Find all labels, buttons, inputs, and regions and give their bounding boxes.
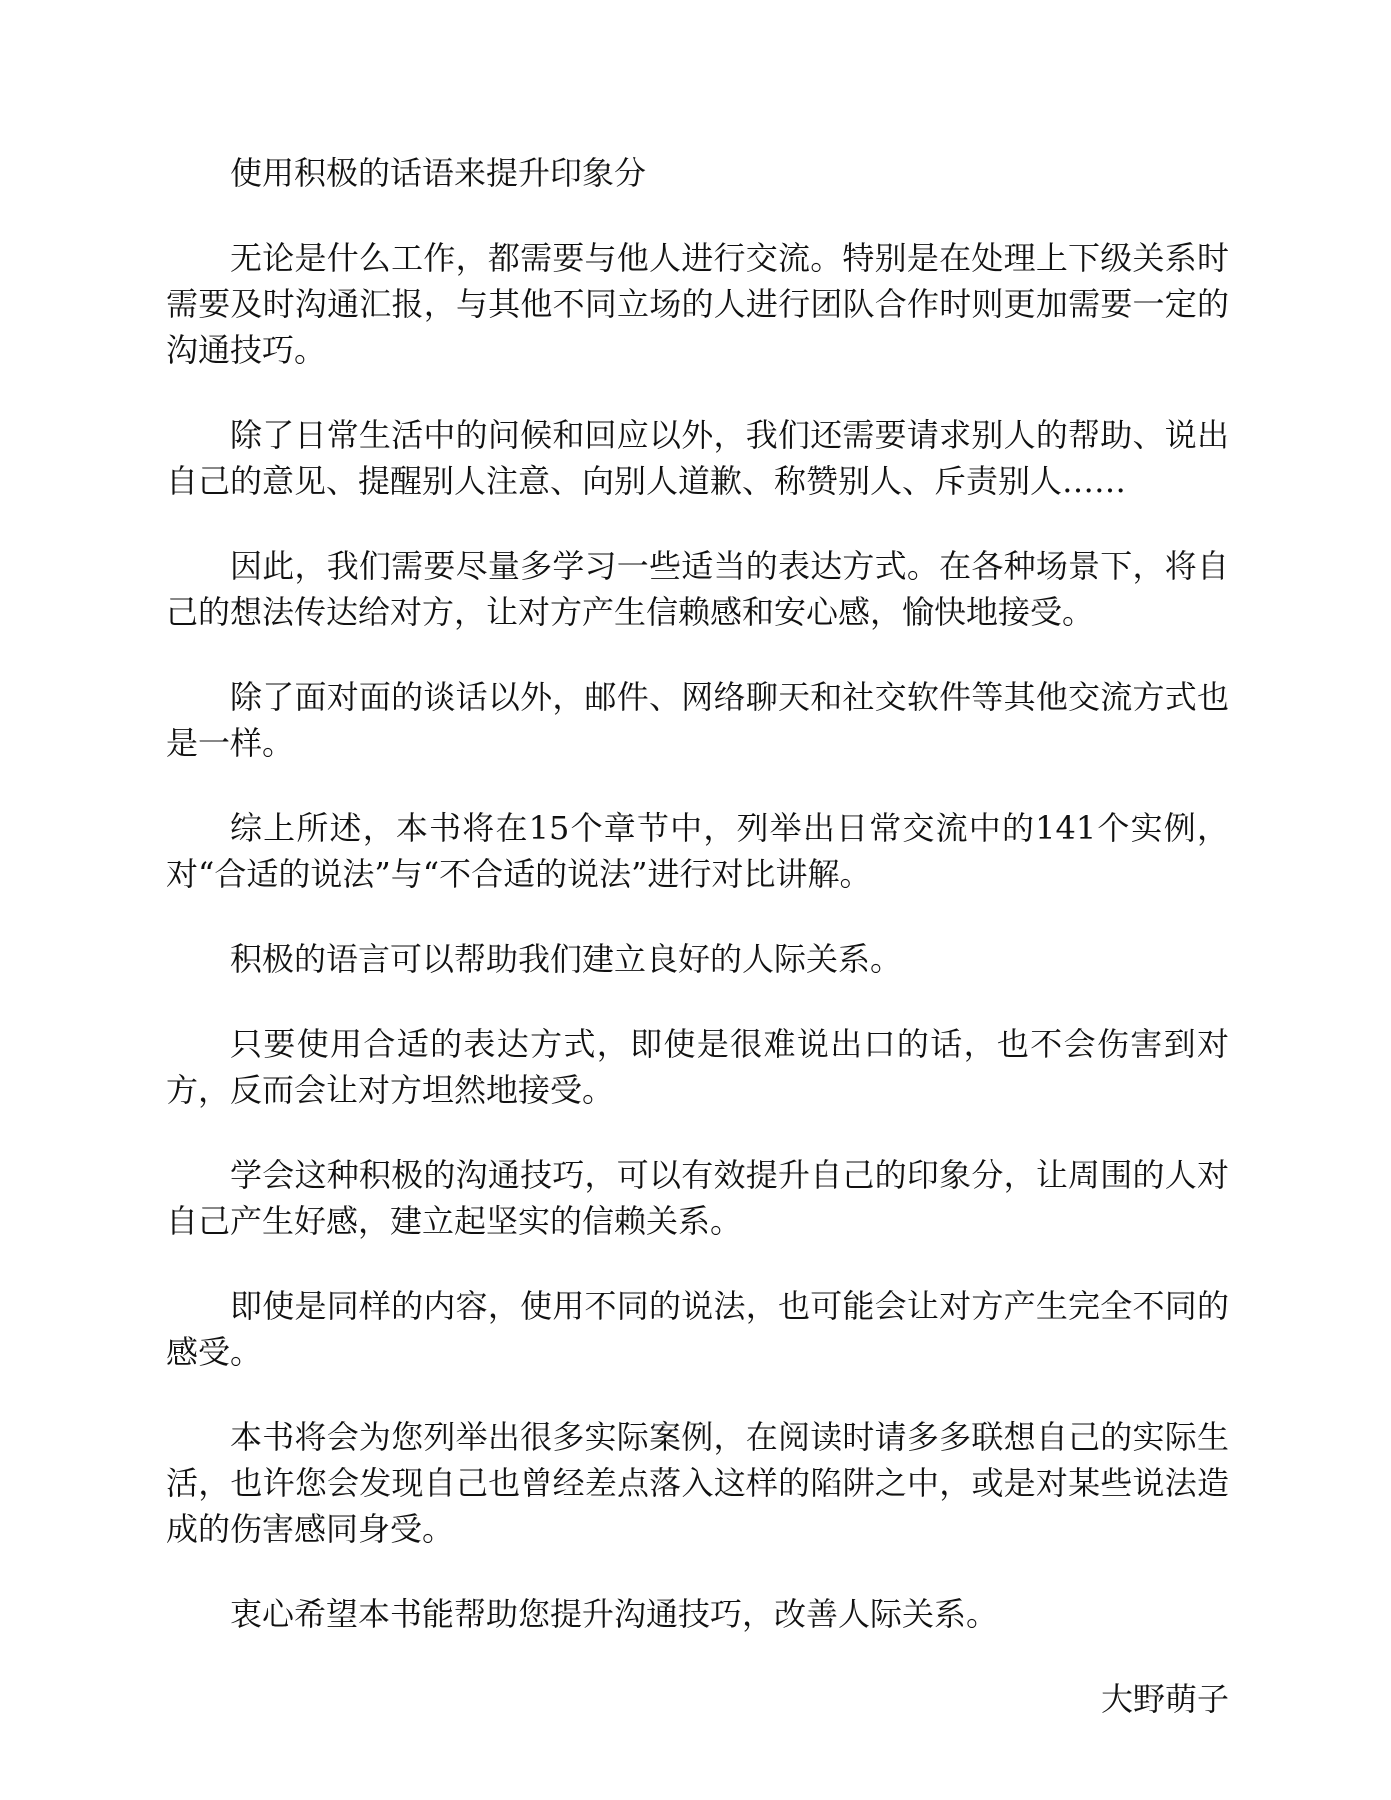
paragraph-10: 本书将会为您列举出很多实际案例，在阅读时请多多联想自己的实际生活，也许您会发现自己也曾经差点落入这样的陷阱之中，或是对某些说法造成的伤害感同身受。	[166, 1418, 1229, 1548]
paragraph-9: 即使是同样的内容，使用不同的说法，也可能会让对方产生完全不同的感受。	[166, 1287, 1229, 1371]
paragraph-4: 除了面对面的谈话以外，邮件、网络聊天和社交软件等其他交流方式也是一样。	[166, 678, 1229, 762]
paragraph-8: 学会这种积极的沟通技巧，可以有效提升自己的印象分，让周围的人对自己产生好感，建立起坚实的信赖关系。	[166, 1156, 1229, 1240]
paragraph-3: 因此，我们需要尽量多学习一些适当的表达方式。在各种场景下，将自己的想法传达给对方，让对方产生信赖感和安心感，愉快地接受。	[166, 547, 1229, 631]
document-page	[166, 150, 1229, 1722]
paragraph-1: 无论是什么工作，都需要与他人进行交流。特别是在处理上下级关系时需要及时沟通汇报，与其他不同立场的人进行团队合作时则更加需要一定的沟通技巧。	[166, 239, 1229, 369]
author-signature: 大野萌子	[1100, 1680, 1229, 1718]
section-title: 使用积极的话语来提升印象分	[230, 154, 647, 192]
paragraph-6: 积极的语言可以帮助我们建立良好的人际关系。	[230, 940, 903, 978]
paragraph-2: 除了日常生活中的问候和回应以外，我们还需要请求别人的帮助、说出自己的意见、提醒别人注意、向别人道歉、称赞别人、斥责别人……	[166, 416, 1229, 500]
paragraph-11: 衷心希望本书能帮助您提升沟通技巧，改善人际关系。	[230, 1595, 999, 1633]
paragraph-5: 综上所述，本书将在15个章节中，列举出日常交流中的141个实例，对“合适的说法”与“不合适的说法”进行对比讲解。	[166, 809, 1229, 893]
paragraph-7: 只要使用合适的表达方式，即使是很难说出口的话，也不会伤害到对方，反而会让对方坦然地接受。	[166, 1025, 1229, 1109]
